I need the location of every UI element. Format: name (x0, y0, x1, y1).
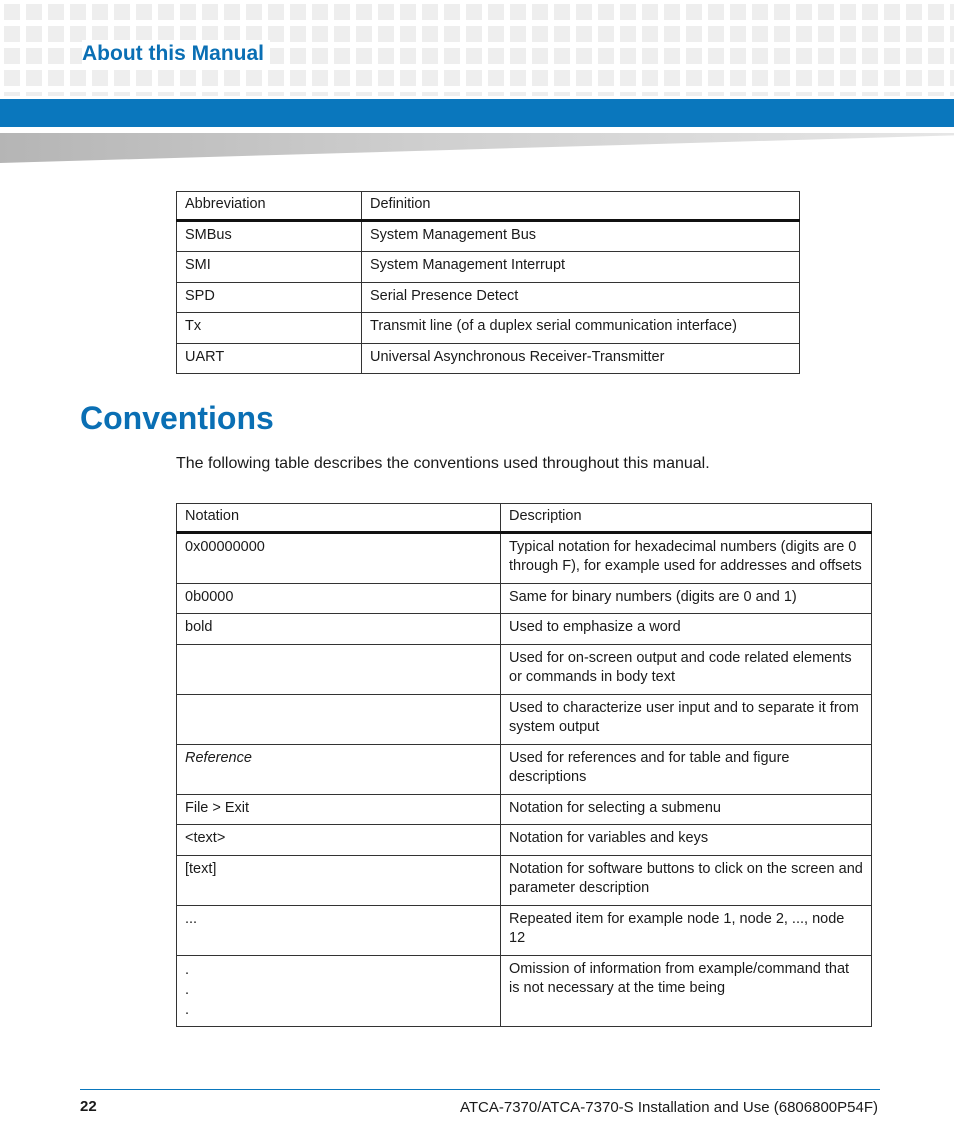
table-row (177, 532, 872, 583)
notation-cell-omission (177, 955, 501, 1026)
table-row (177, 905, 872, 955)
description-cell: Notation for software buttons to click on the screen and parameter description (501, 855, 872, 905)
notation-cell: ... (177, 905, 501, 955)
notation-cell (177, 694, 501, 744)
abbreviation-cell: SMBus (177, 220, 362, 252)
header-blue-band (0, 99, 954, 127)
notation-cell: Reference (177, 744, 501, 794)
notation-cell: <text> (177, 825, 501, 856)
omission-dot: . (185, 981, 190, 998)
definition-cell: Transmit line (of a duplex serial communication interface) (362, 313, 800, 344)
description-cell: Used to emphasize a word (501, 614, 872, 645)
omission-dot: . (185, 961, 190, 978)
abbreviation-cell: UART (177, 343, 362, 374)
table-row (177, 955, 872, 1026)
column-header-abbreviation: Abbreviation (177, 192, 362, 221)
table-row (177, 825, 872, 856)
table-row (177, 855, 872, 905)
description-cell: Notation for variables and keys (501, 825, 872, 856)
page-number: 22 (80, 1098, 97, 1115)
table-row (177, 252, 800, 283)
table-row (177, 614, 872, 645)
conventions-table (176, 503, 872, 1027)
footer-rule (80, 1089, 880, 1090)
table-row (177, 343, 800, 374)
table-row (177, 694, 872, 744)
notation-cell (177, 644, 501, 694)
notation-cell: [text] (177, 855, 501, 905)
table-header-row (177, 192, 800, 221)
description-cell: Omission of information from example/command that is not necessary at the time being (501, 955, 872, 1026)
abbreviation-table (176, 191, 800, 374)
description-cell: Used for on-screen output and code related elements or commands in body text (501, 644, 872, 694)
table-row (177, 644, 872, 694)
description-cell: Repeated item for example node 1, node 2, ..., node 12 (501, 905, 872, 955)
table-row (177, 744, 872, 794)
table-row (177, 313, 800, 344)
column-header-definition: Definition (362, 192, 800, 221)
description-cell: Notation for selecting a submenu (501, 794, 872, 825)
table-row (177, 794, 872, 825)
definition-cell: Universal Asynchronous Receiver-Transmitter (362, 343, 800, 374)
definition-cell: Serial Presence Detect (362, 282, 800, 313)
conventions-intro: The following table describes the conventions used throughout this manual. (176, 455, 710, 472)
column-header-notation: Notation (177, 504, 501, 533)
table-row (177, 282, 800, 313)
description-cell: Used for references and for table and figure descriptions (501, 744, 872, 794)
notation-cell: 0b0000 (177, 583, 501, 614)
abbreviation-cell: Tx (177, 313, 362, 344)
abbreviation-cell: SPD (177, 282, 362, 313)
definition-cell: System Management Bus (362, 220, 800, 252)
footer-document-title: ATCA-7370/ATCA-7370-S Installation and Use (6806800P54F) (459, 1099, 878, 1116)
omission-dot: . (185, 1001, 190, 1018)
notation-cell: bold (177, 614, 501, 645)
table-row (177, 220, 800, 252)
column-header-description: Description (501, 504, 872, 533)
header-title: About this Manual (82, 40, 270, 68)
abbreviation-cell: SMI (177, 252, 362, 283)
header-gray-wedge (0, 133, 954, 163)
section-heading-conventions: Conventions (80, 400, 274, 436)
notation-cell: File > Exit (177, 794, 501, 825)
table-row (177, 583, 872, 614)
definition-cell: System Management Interrupt (362, 252, 800, 283)
notation-cell: 0x00000000 (177, 532, 501, 583)
table-header-row (177, 504, 872, 533)
description-cell: Typical notation for hexadecimal numbers (digits are 0 through F), for example used for addresses and offsets (501, 532, 872, 583)
description-cell: Same for binary numbers (digits are 0 and 1) (501, 583, 872, 614)
description-cell: Used to characterize user input and to separate it from system output (501, 694, 872, 744)
